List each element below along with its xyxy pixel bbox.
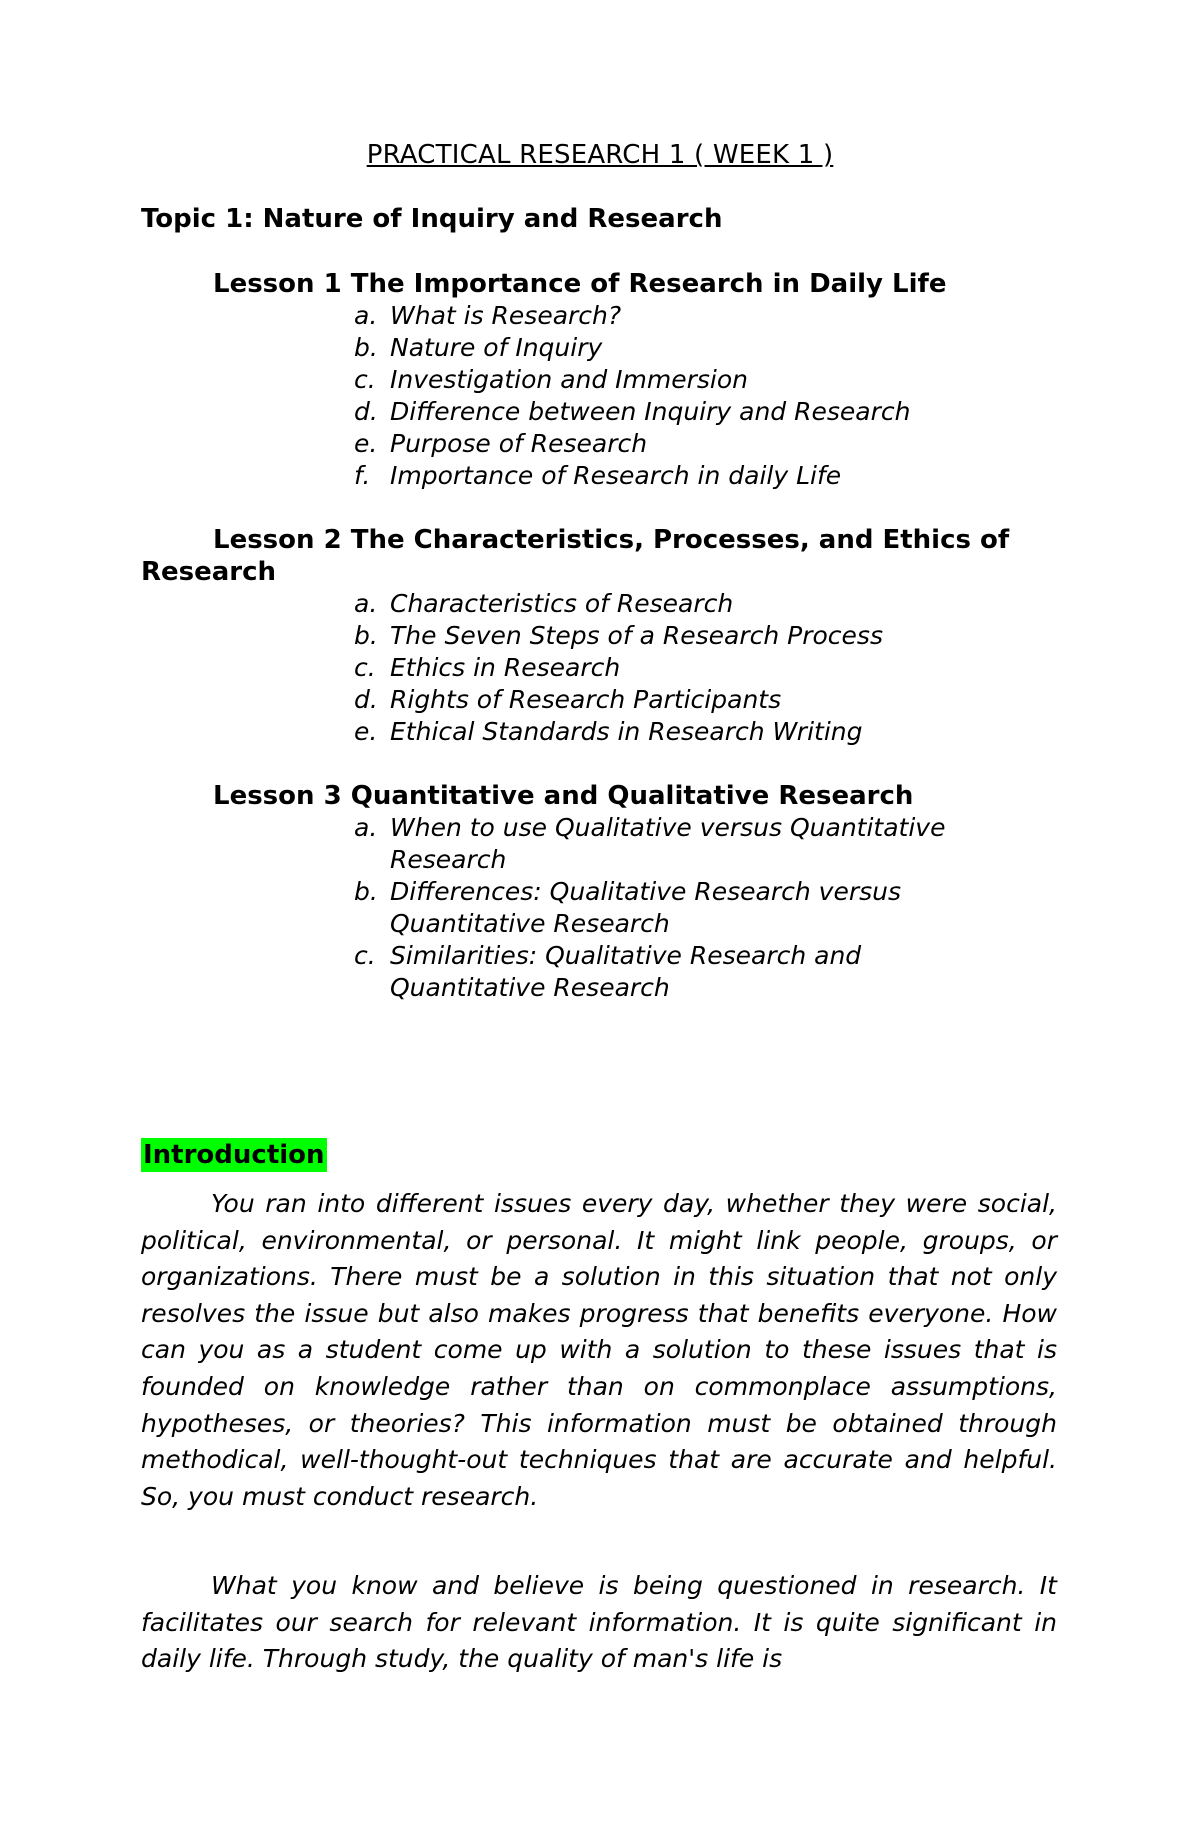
lesson-2-items — [354, 588, 1034, 748]
lesson-1-items — [354, 300, 1034, 492]
list-item: f. Importance of Research in daily Life — [354, 461, 842, 490]
list-item: d. Rights of Research Participants — [354, 685, 782, 714]
lesson-3-heading: Lesson 3 Quantitative and Qualitative Research — [213, 781, 914, 811]
lesson-1-heading: Lesson 1 The Importance of Research in Daily Life — [213, 269, 947, 299]
list-item: a. Characteristics of Research — [354, 589, 734, 618]
list-item: e. Ethical Standards in Research Writing — [354, 717, 863, 746]
introduction-paragraph-1: You ran into different issues every day, whether they were social, political, environmental, or personal. It might link people, groups, or organizations. There must be a solution in this situation that not only resolves the issue but also makes progress that benefits everyone. How can you as a student come up with a solution to these issues that is founded on knowledge rather than on commonplace assumptions, hypotheses, or theories? This information must be obtained through methodical, well-thought-out techniques that are accurate and helpful. So, you must conduct research. — [141, 1189, 1057, 1511]
list-item: e. Purpose of Research — [354, 429, 648, 458]
list-item: c. Similarities: Qualitative Research and Quantitative Research — [354, 941, 862, 1002]
list-item: c. Ethics in Research — [354, 653, 621, 682]
introduction-paragraph-2: What you know and believe is being questioned in research. It facilitates our search for relevant information. It is quite significant in daily life. Through study, the quality of man's life is — [141, 1571, 1057, 1674]
introduction-heading: Introduction — [143, 1140, 325, 1170]
list-item: b. Differences: Qualitative Research versus Quantitative Research — [354, 877, 902, 938]
lesson-2-heading: Lesson 2 The Characteristics, Processes, and Ethics of Research — [141, 525, 1010, 587]
list-item: d. Difference between Inquiry and Research — [354, 397, 911, 426]
lesson-3-items — [354, 812, 964, 1004]
topic-heading: Topic 1: Nature of Inquiry and Research — [141, 204, 723, 234]
list-item: a. What is Research? — [354, 301, 622, 330]
list-item: b. Nature of Inquiry — [354, 333, 603, 362]
list-item: b. The Seven Steps of a Research Process — [354, 621, 883, 650]
document-title: PRACTICAL RESEARCH 1 ( WEEK 1 ) — [366, 140, 834, 170]
list-item: c. Investigation and Immersion — [354, 365, 749, 394]
list-item: a. When to use Qualitative versus Quantitative Research — [354, 813, 946, 874]
